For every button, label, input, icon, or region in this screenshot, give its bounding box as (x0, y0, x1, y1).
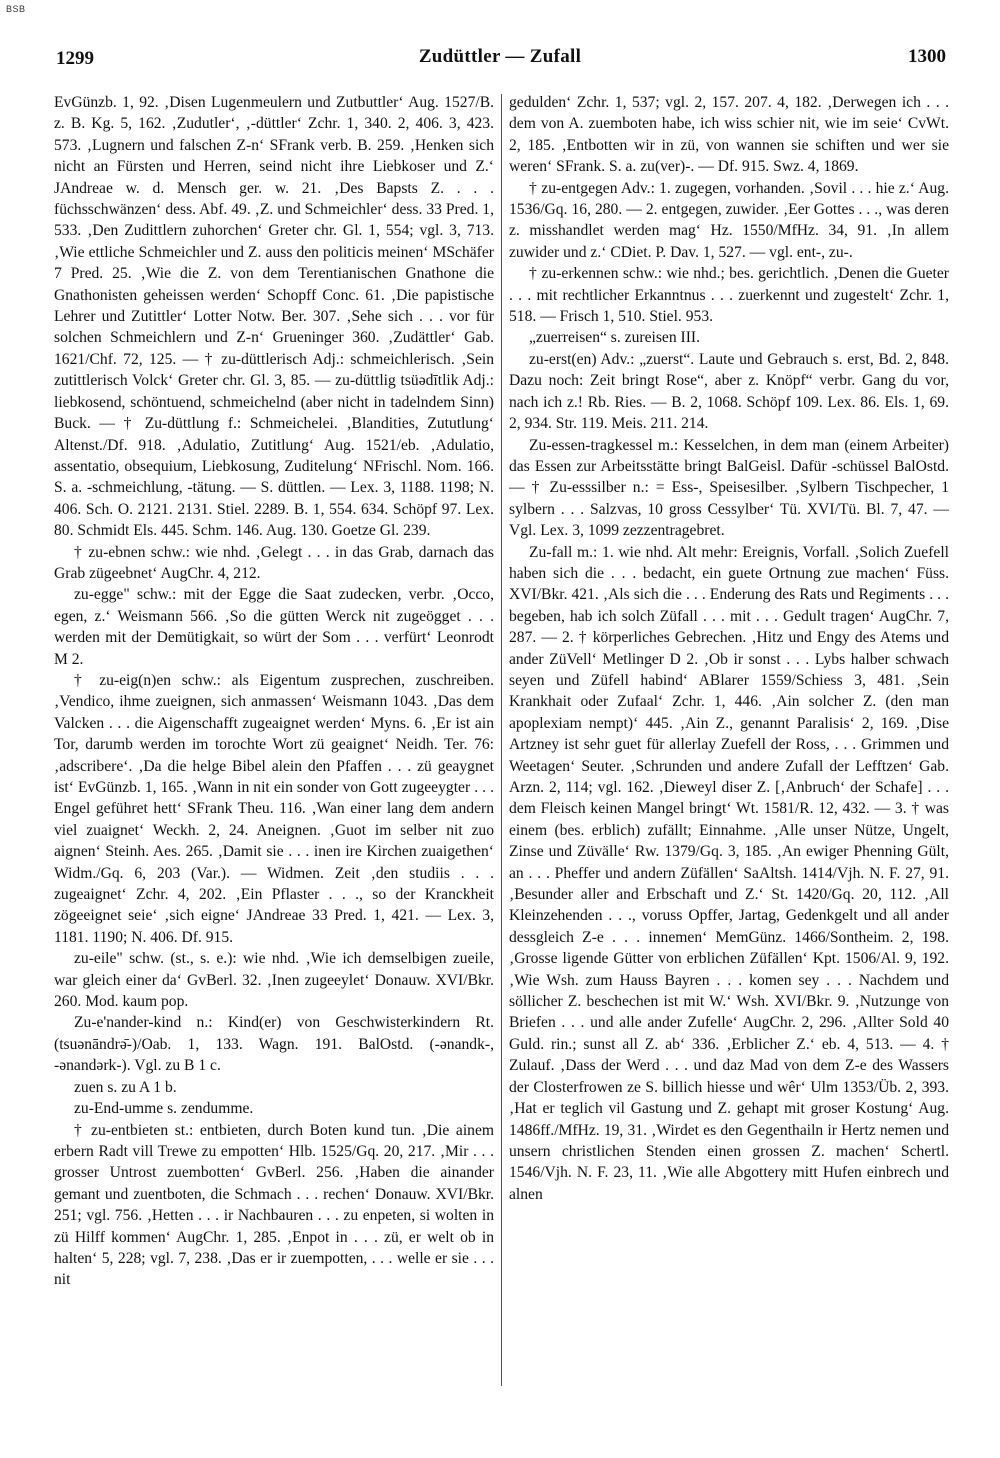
left-column (54, 92, 494, 1291)
entry-paragraph: Zu-essen-tragkessel m.: Kesselchen, in dem man (einem Arbeiter) das Essen zur Arbeitsstätte bringt BalGeisl. Dafür -schüssel BalOstd. — † Zu-esssilber n.: = Ess-, Speisesilber. ‚Sylbern Tischpecher, 1 sylbern . . . Salzvas, 10 gross Cessylber‘ Tü. XVI/Tü. Bl. 7, 47. — Vgl. Lex. 3, 1099 zezzentragebret. (509, 436, 949, 540)
right-column (509, 92, 949, 1205)
entry-paragraph: Zu-fall m.: 1. wie nhd. Alt mehr: Ereignis, Vorfall. ‚Solich Zuefell haben sich die . . . bedacht, ein guete Ortnung zue machen‘ Füss. XVI/Bkr. 421. ‚Als sich die . . . Enderung des Rats und Regiments . . . begeben, hab ich solch Züfall . . . mit . . . Gedult tragen‘ AugChr. 7, 287. — 2. † körperliches Gebrechen. ‚Hitz und Engy des Atems und ander ZüVell‘ Metlinger D 2. ‚Ob ir sonst . . . Lybs halber schwach seyen und Züfell habind‘ ABlarer 1559/Schiess 3, 481. ‚Sein Krankhait oder Zufaal‘ Zchr. 1, 446. ‚Ain solcher Z. (den man apoplexiam nempt)‘ 445. ‚Ain Z., genannt Paralisis‘ 2, 169. ‚Dise Artzney ist sehr guet für allerlay Zuefell der Ross, . . . Grimmen und Weetagen‘ Seuter. ‚Schrunden und andere Zufall der Lefftzen‘ Gab. Arzn. 2, 114; vgl. 162. ‚Dieweyl diser Z. [‚Anbruch‘ der Schafe] . . . dem Fleisch keinen Mangel bringt‘ Wt. 1581/R. 12, 432. — 3. † was einem (bes. erblich) zufällt; Einnahme. ‚Alle unser Nütze, Ungelt, Zinse und Züvälle‘ Rw. 1379/Gq. 3, 185. ‚An ewiger Phenning Gült, an . . . Pheffer und andern Züfällen‘ SaAltsh. 1414/Vjh. N. F. 27, 91. ‚Besunder aller and Erbschaft und Z.‘ St. 1420/Gq. 20, 112. ‚All Kleinzehenden . . ., voruss Opffer, Jartag, Gedenkgelt und all ander dessgleich Z-e . . . innemen‘ MemGünz. 1466/Sontheim. 2, 198. ‚Grosse ligende Gütter von erblichen Züfällen‘ Kpt. 1506/Al. 9, 192. ‚Wie Wsh. zum Hauss Bayren . . . komen sey . . . Nachdem und söllicher Z. beschechen ist mit W.‘ Wsh. XVI/Bkr. 9. ‚Nutzunge von Briefen . . . und alle ander Zufelle‘ AugChr. 2, 296. ‚Allter Sold 40 Guld. rin.; sunst all Z. ab‘ 336. ‚Erblicher Z.‘ eb. 4, 513. — 4. † Zulauf. ‚Dass der Werd . . . und daz Mad von dem Z-e des Wassers der Closterfrowen ze S. billich hiesse und wêr‘ Ulm 1353/Üb. 2, 393. ‚Hat er teglich vil Gastung und Z. gehapt mit groser Kostung‘ Aug. 1486ff./MfHz. 19, 31. ‚Wirdet es den Gegenthailn ir Hertz nemen und unsern christlichen Stenden einen grossen Z. machen‘ Schertl. 1546/Vjh. N. F. 23, 11. ‚Wie alle Abgottery mitt Hufen einbrech und alnen (509, 543, 949, 1203)
entry-paragraph: „zuerreisen“ s. zureisen III. (529, 329, 700, 347)
entry-paragraph: zu-eile" schw. (st., s. e.): wie nhd. ‚Wie ich demselbigen zueile, war gleich einer da‘ GvBerl. 32. ‚Inen zugeeylet‘ Donauw. XVI/Bkr. 260. Mod. kaum pop. (54, 950, 494, 1011)
page-number-right: 1300 (908, 46, 946, 67)
entry-paragraph: geduldenʻ Zchr. 1, 537; vgl. 2, 157. 207. 4, 182. ‚Derwegen ich . . . dem von A. zuemboten habe, ich wiss schier nit, wie im seie‘ CvWt. 2, 185. ‚Entbotten wir in zü, von wannen sie schiften und wer sie weren‘ SFrank. S. a. zu(ver)-. — Df. 915. Swz. 4, 1869. (509, 94, 949, 176)
entry-paragraph: zu-egge" schw.: mit der Egge die Saat zudecken, verbr. ‚Occo, egen, z.‘ Weismann 566. ‚So die gütten Werck nit zugeögget . . . werden mit der Demütigkait, so würt der Som . . . verfürt‘ Leonrodt M 2. (54, 586, 494, 668)
entry-paragraph: zu-End-umme s. zendumme. (74, 1100, 254, 1118)
entry-paragraph: Zu-e'nander-kind n.: Kind(er) von Geschwisterkindern Rt. (tsuənāndrə̄-)/Oab. 1, 133. Wagn. 191. BalOstd. (-ənandk-, -ənandərk-). Vgl. zu B 1 c. (54, 1014, 494, 1075)
entry-paragraph: † zu-eig(n)en schw.: als Eigentum zusprechen, zuschreiben. ‚Vendico, ihme zueignen, sich anmassen‘ Weismann 1043. ‚Das dem Valcken . . . die Aigenschafft zugeaignet werden‘ Myns. 6. ‚Er ist ain Tor, darumb werden im torochte Wort zü geaignet‘ Neidh. Ter. 76: ‚adscribere‘. ‚Da die helge Bibel alein den Pfaffen . . . zü geaygnet ist‘ EvGünzb. 1, 165. ‚Wann in nit ein sonder von Gott zugeeygter . . . Engel geführet hett‘ SFrank Theu. 116. ‚Wan einer lang dem andern viel zuaignet‘ Weckh. 2, 24. Aneignen. ‚Guot im selber nit zuo aignen‘ Steinh. Aes. 265. ‚Damit sie . . . inen ire Kirchen zuaigethen‘ Widm./Gq. 6, 203 (Var.). — Widmen. Zeit ‚den studiis . . . zugeaignet‘ Zchr. 4, 202. ‚Ein Pflaster . . ., so der Kranckheit zögeeignet seie‘ ‚sich eigne‘ JAndreae 33 Pred. 1, 421. — Lex. 3, 1181. 1190; N. 406. Df. 915. (54, 671, 494, 946)
column-divider (501, 94, 502, 1386)
entry-paragraph: † zu-erkennen schw.: wie nhd.; bes. gerichtlich. ‚Denen die Gueter . . . mit rechtlicher Erkanntnus . . . zuerkennt und zugestelt‘ Zchr. 1, 518. — Frisch 1, 510. Stiel. 953. (509, 265, 949, 326)
page-number-left: 1299 (56, 48, 94, 69)
entry-paragraph: † zu-ebnen schw.: wie nhd. ‚Gelegt . . . in das Grab, darnach das Grab zügeebnet‘ AugChr. 4, 212. (54, 543, 494, 582)
entry-paragraph: † zu-entgegen Adv.: 1. zugegen, vorhanden. ‚Sovil . . . hie z.‘ Aug. 1536/Gq. 16, 280. — 2. entgegen, zuwider. ‚Eer Gottes . . ., was deren z. misshandlet werden mag‘ Hz. 1550/MfHz. 34, 91. ‚In allem zuwider und z.‘ CDiet. P. Dav. 1, 527. — vgl. ent-, zu-. (509, 179, 949, 261)
entry-paragraph: † zu-entbieten st.: entbieten, durch Boten kund tun. ‚Die ainem erbern Radt vill Trewe zu empotten‘ Hlb. 1525/Gq. 20, 217. ‚Mir . . . grosser Untrost zuembotten‘ GvBerl. 256. ‚Haben die ainander gemant und zuentboten, die Schmach . . . rechen‘ Donauw. XVI/Bkr. 251; vgl. 756. ‚Hetten . . . ir Nachbauren . . . zu enpeten, si wolten in zü Hilff kommen‘ AugChr. 1, 285. ‚Enpot in . . . zü, er welt ob in halten‘ 5, 228; vgl. 7, 238. ‚Das er ir zuempotten, . . . welle er sie . . . nit (54, 1121, 494, 1289)
page-header (52, 46, 948, 76)
library-stamp: BSB (6, 4, 26, 14)
entry-paragraph: zuen s. zu A 1 b. (74, 1078, 177, 1096)
entry-paragraph: EvGünzb. 1, 92. ‚Disen Lugenmeulern und Zutbuttler‘ Aug. 1527/B. z. B. Kg. 5, 162. ‚Zudutler‘, ‚-düttler‘ Zchr. 1, 340. 2, 406. 3, 423. 573. ‚Lugnern und falschen Z-n‘ SFrank verb. B. 259. ‚Henken sich nicht an Fürsten und Herren, seind nicht ihre Liebkoser und Z.‘ JAndreae w. d. Mensch ger. w. 21. ‚Des Bapsts Z. . . . füchsschwänzen‘ dess. Abf. 49. ‚Z. und Schmeichler‘ dess. 33 Pred. 1, 533. ‚Den Zudittlern zuhorchen‘ Greter chr. Gl. 1, 554; vgl. 3, 713. ‚Wie ettliche Schmeichler und Z. auss den politicis meinen‘ MSchäfer 7 Pred. 25. ‚Wie die Z. von dem Terentianischen Gnathone die Gnathonisten geheissen werden‘ Schopff Conc. 61. ‚Die papistische Lehrer und Zutittler‘ Lotter Notw. Ber. 307. ‚Sehe sich . . . vor für solchen Schmeichlern und Z-n‘ Grueninger 360. ‚Zudättler‘ Gab. 1621/Chf. 72, 125. — † zu-düttlerisch Adj.: schmeichlerisch. ‚Sein zutittlerisch Volck‘ Greter chr. Gl. 3, 85. — zu-düttlig tsüədītlik Adj.: liebkosend, schöntuend, schmeichelnd (aber nicht in tadelndem Sinn) Buck. — † Zu-düttlung f.: Schmeichelei. ‚Blandities, Zututlung‘ Altenst./Df. 918. ‚Adulatio, Zutitlung‘ Aug. 1521/eb. ‚Adulatio, assentatio, obsequium, Liebkosung, Zuditelung‘ NFrischl. Nom. 166. S. a. -schmeichlung, -tätung. — S. düttlen. — Lex. 3, 1188. 1198; N. 406. Sch. O. 2121. 2131. Stiel. 2289. B. 1, 554. 634. Schöpf 97. Lex. 80. Schmidt Els. 445. Schm. 146. Aug. 130. Goetze Gl. 239. (54, 94, 494, 540)
entry-paragraph: zu-erst(en) Adv.: „zuerst“. Laute und Gebrauch s. erst, Bd. 2, 848. Dazu noch: Zeit bringt Rose“, aber z. Knöpf“ verbr. Gang du vor, nach ich z.! Rb. Ries. — B. 2, 1068. Schöpf 109. Lex. 86. Els. 1, 69. 2, 934. Str. 119. Meis. 211. 214. (509, 350, 949, 433)
running-title: Zudüttler — Zufall (418, 46, 582, 67)
